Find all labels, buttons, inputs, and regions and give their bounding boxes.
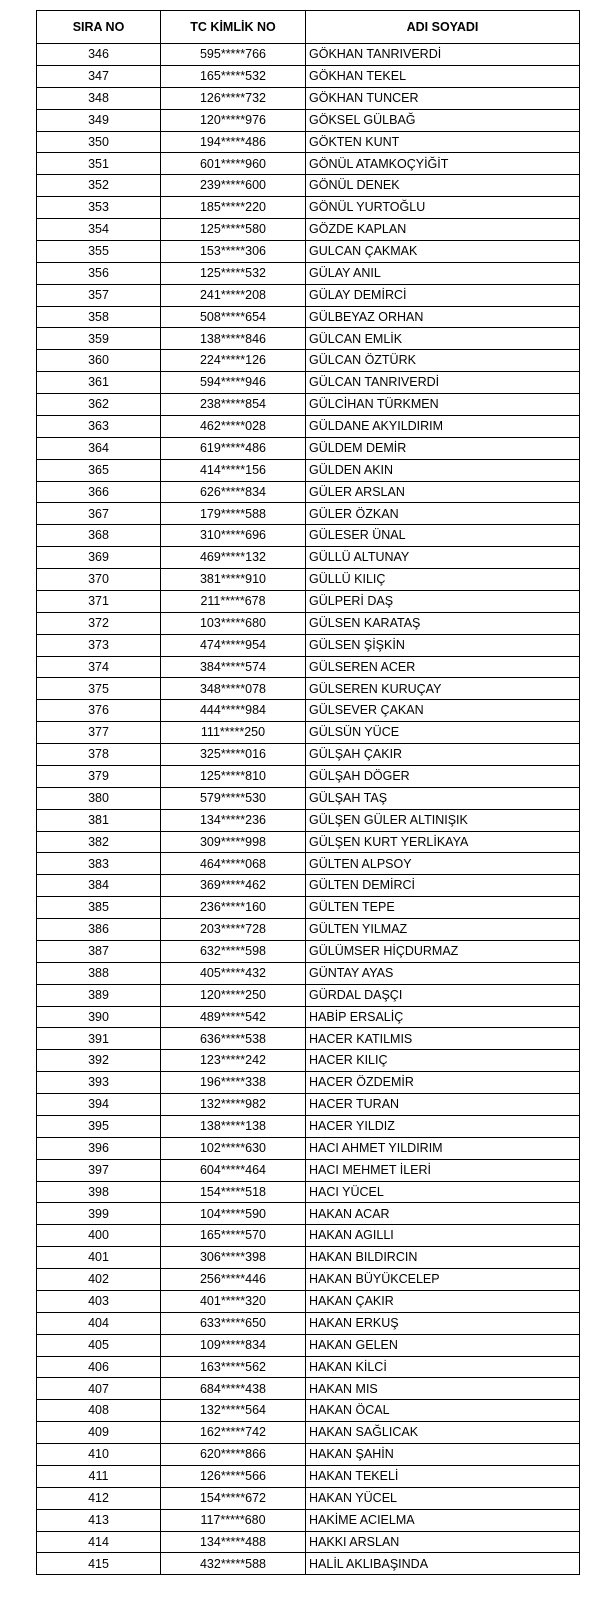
cell-tc-kimlik-no: 238*****854	[161, 394, 306, 416]
cell-tc-kimlik-no: 464*****068	[161, 853, 306, 875]
cell-tc-kimlik-no: 125*****532	[161, 262, 306, 284]
cell-tc-kimlik-no: 414*****156	[161, 459, 306, 481]
table-row	[37, 1006, 580, 1028]
cell-sira-no: 347	[37, 65, 161, 87]
table-row	[37, 1050, 580, 1072]
cell-tc-kimlik-no: 401*****320	[161, 1290, 306, 1312]
table-row	[37, 634, 580, 656]
cell-adi-soyadi: GÜLDEN AKIN	[306, 459, 580, 481]
table-row	[37, 1203, 580, 1225]
cell-sira-no: 409	[37, 1422, 161, 1444]
table-row	[37, 219, 580, 241]
cell-sira-no: 355	[37, 240, 161, 262]
table-row	[37, 547, 580, 569]
table-row	[37, 65, 580, 87]
cell-sira-no: 371	[37, 590, 161, 612]
cell-sira-no: 388	[37, 962, 161, 984]
cell-adi-soyadi: HAKAN MIS	[306, 1378, 580, 1400]
cell-sira-no: 377	[37, 722, 161, 744]
cell-sira-no: 361	[37, 372, 161, 394]
cell-sira-no: 365	[37, 459, 161, 481]
cell-sira-no: 396	[37, 1137, 161, 1159]
cell-tc-kimlik-no: 109*****834	[161, 1334, 306, 1356]
table-row	[37, 394, 580, 416]
cell-sira-no: 364	[37, 437, 161, 459]
cell-adi-soyadi: HAKAN ŞAHİN	[306, 1444, 580, 1466]
cell-sira-no: 410	[37, 1444, 161, 1466]
cell-adi-soyadi: GÜLSEREN ACER	[306, 656, 580, 678]
cell-tc-kimlik-no: 369*****462	[161, 875, 306, 897]
cell-sira-no: 385	[37, 897, 161, 919]
cell-sira-no: 411	[37, 1465, 161, 1487]
cell-sira-no: 359	[37, 328, 161, 350]
cell-sira-no: 354	[37, 219, 161, 241]
cell-adi-soyadi: GÜLCAN EMLİK	[306, 328, 580, 350]
header-adi-soyadi: ADI SOYADI	[306, 11, 580, 44]
cell-tc-kimlik-no: 579*****530	[161, 787, 306, 809]
cell-tc-kimlik-no: 117*****680	[161, 1509, 306, 1531]
cell-sira-no: 401	[37, 1247, 161, 1269]
cell-sira-no: 407	[37, 1378, 161, 1400]
cell-sira-no: 408	[37, 1400, 161, 1422]
cell-tc-kimlik-no: 444*****984	[161, 700, 306, 722]
cell-adi-soyadi: GÖNÜL ATAMKOÇYİĞİT	[306, 153, 580, 175]
cell-tc-kimlik-no: 405*****432	[161, 962, 306, 984]
cell-adi-soyadi: GÜLSEREN KURUÇAY	[306, 678, 580, 700]
table-row	[37, 1334, 580, 1356]
cell-sira-no: 392	[37, 1050, 161, 1072]
cell-adi-soyadi: HACER KILIÇ	[306, 1050, 580, 1072]
cell-sira-no: 395	[37, 1115, 161, 1137]
cell-sira-no: 381	[37, 809, 161, 831]
table-row	[37, 1181, 580, 1203]
cell-adi-soyadi: HAKAN ÖCAL	[306, 1400, 580, 1422]
table-row	[37, 44, 580, 66]
cell-sira-no: 372	[37, 612, 161, 634]
cell-tc-kimlik-no: 309*****998	[161, 831, 306, 853]
cell-adi-soyadi: GÜLCAN TANRIVERDİ	[306, 372, 580, 394]
cell-tc-kimlik-no: 619*****486	[161, 437, 306, 459]
table-row	[37, 962, 580, 984]
cell-tc-kimlik-no: 163*****562	[161, 1356, 306, 1378]
table-row	[37, 1072, 580, 1094]
cell-tc-kimlik-no: 125*****810	[161, 765, 306, 787]
table-row	[37, 809, 580, 831]
cell-tc-kimlik-no: 432*****588	[161, 1553, 306, 1575]
cell-tc-kimlik-no: 132*****564	[161, 1400, 306, 1422]
cell-sira-no: 398	[37, 1181, 161, 1203]
table-row	[37, 437, 580, 459]
header-row	[37, 11, 580, 44]
table-row	[37, 919, 580, 941]
cell-tc-kimlik-no: 632*****598	[161, 940, 306, 962]
table-row	[37, 306, 580, 328]
cell-sira-no: 413	[37, 1509, 161, 1531]
cell-sira-no: 375	[37, 678, 161, 700]
cell-tc-kimlik-no: 103*****680	[161, 612, 306, 634]
cell-adi-soyadi: GULCAN ÇAKMAK	[306, 240, 580, 262]
table-row	[37, 787, 580, 809]
cell-sira-no: 383	[37, 853, 161, 875]
cell-adi-soyadi: HACER KATILMIS	[306, 1028, 580, 1050]
cell-tc-kimlik-no: 626*****834	[161, 481, 306, 503]
table-row	[37, 765, 580, 787]
cell-sira-no: 370	[37, 569, 161, 591]
table-row	[37, 131, 580, 153]
table-row	[37, 656, 580, 678]
cell-adi-soyadi: GÜLÜMSER HİÇDURMAZ	[306, 940, 580, 962]
cell-sira-no: 380	[37, 787, 161, 809]
cell-tc-kimlik-no: 241*****208	[161, 284, 306, 306]
cell-sira-no: 346	[37, 44, 161, 66]
cell-tc-kimlik-no: 126*****566	[161, 1465, 306, 1487]
cell-adi-soyadi: GÜLAY DEMİRCİ	[306, 284, 580, 306]
cell-tc-kimlik-no: 381*****910	[161, 569, 306, 591]
cell-sira-no: 369	[37, 547, 161, 569]
cell-sira-no: 366	[37, 481, 161, 503]
cell-adi-soyadi: GÜLTEN TEPE	[306, 897, 580, 919]
cell-adi-soyadi: GÜLLÜ KILIÇ	[306, 569, 580, 591]
cell-adi-soyadi: HAKAN BILDIRCIN	[306, 1247, 580, 1269]
table-row	[37, 940, 580, 962]
cell-tc-kimlik-no: 138*****138	[161, 1115, 306, 1137]
cell-tc-kimlik-no: 224*****126	[161, 350, 306, 372]
cell-sira-no: 352	[37, 175, 161, 197]
cell-adi-soyadi: HACER ÖZDEMİR	[306, 1072, 580, 1094]
cell-adi-soyadi: GÜLSÜN YÜCE	[306, 722, 580, 744]
table-row	[37, 1400, 580, 1422]
table-row	[37, 415, 580, 437]
cell-tc-kimlik-no: 462*****028	[161, 415, 306, 437]
cell-tc-kimlik-no: 196*****338	[161, 1072, 306, 1094]
cell-sira-no: 353	[37, 197, 161, 219]
table-row	[37, 1269, 580, 1291]
table-row	[37, 678, 580, 700]
table-row	[37, 240, 580, 262]
cell-tc-kimlik-no: 138*****846	[161, 328, 306, 350]
table-row	[37, 1028, 580, 1050]
table-row	[37, 853, 580, 875]
cell-adi-soyadi: HACI YÜCEL	[306, 1181, 580, 1203]
cell-tc-kimlik-no: 120*****250	[161, 984, 306, 1006]
table-row	[37, 175, 580, 197]
table-row	[37, 459, 580, 481]
cell-tc-kimlik-no: 194*****486	[161, 131, 306, 153]
cell-tc-kimlik-no: 132*****982	[161, 1094, 306, 1116]
cell-sira-no: 362	[37, 394, 161, 416]
cell-adi-soyadi: GÖKHAN TANRIVERDİ	[306, 44, 580, 66]
table-row	[37, 590, 580, 612]
table-row	[37, 153, 580, 175]
cell-adi-soyadi: GÜLDEM DEMİR	[306, 437, 580, 459]
cell-tc-kimlik-no: 325*****016	[161, 744, 306, 766]
cell-adi-soyadi: GÖNÜL DENEK	[306, 175, 580, 197]
cell-adi-soyadi: GÜLTEN YILMAZ	[306, 919, 580, 941]
table-row	[37, 481, 580, 503]
cell-adi-soyadi: GÜNTAY AYAS	[306, 962, 580, 984]
cell-adi-soyadi: HACI AHMET YILDIRIM	[306, 1137, 580, 1159]
cell-tc-kimlik-no: 179*****588	[161, 503, 306, 525]
table-body	[37, 44, 580, 1575]
table-row	[37, 284, 580, 306]
cell-adi-soyadi: GÜLPERİ DAŞ	[306, 590, 580, 612]
cell-sira-no: 379	[37, 765, 161, 787]
cell-tc-kimlik-no: 125*****580	[161, 219, 306, 241]
table-row	[37, 722, 580, 744]
table-row	[37, 1290, 580, 1312]
cell-tc-kimlik-no: 469*****132	[161, 547, 306, 569]
cell-adi-soyadi: GÜLBEYAZ ORHAN	[306, 306, 580, 328]
table-row	[37, 984, 580, 1006]
cell-tc-kimlik-no: 203*****728	[161, 919, 306, 941]
cell-adi-soyadi: HACI MEHMET İLERİ	[306, 1159, 580, 1181]
cell-adi-soyadi: GÖKHAN TUNCER	[306, 87, 580, 109]
cell-sira-no: 412	[37, 1487, 161, 1509]
cell-tc-kimlik-no: 594*****946	[161, 372, 306, 394]
cell-adi-soyadi: GÜLCAN ÖZTÜRK	[306, 350, 580, 372]
cell-adi-soyadi: HACER YILDIZ	[306, 1115, 580, 1137]
cell-sira-no: 393	[37, 1072, 161, 1094]
cell-tc-kimlik-no: 120*****976	[161, 109, 306, 131]
cell-sira-no: 415	[37, 1553, 161, 1575]
cell-adi-soyadi: HAKKI ARSLAN	[306, 1531, 580, 1553]
cell-tc-kimlik-no: 256*****446	[161, 1269, 306, 1291]
cell-tc-kimlik-no: 102*****630	[161, 1137, 306, 1159]
cell-adi-soyadi: GÖKSEL GÜLBAĞ	[306, 109, 580, 131]
cell-sira-no: 368	[37, 525, 161, 547]
table-row	[37, 569, 580, 591]
cell-sira-no: 386	[37, 919, 161, 941]
cell-adi-soyadi: GÜLTEN ALPSOY	[306, 853, 580, 875]
cell-tc-kimlik-no: 111*****250	[161, 722, 306, 744]
cell-adi-soyadi: GÖKHAN TEKEL	[306, 65, 580, 87]
cell-adi-soyadi: HAKAN ERKUŞ	[306, 1312, 580, 1334]
cell-sira-no: 394	[37, 1094, 161, 1116]
cell-sira-no: 367	[37, 503, 161, 525]
cell-adi-soyadi: HAKAN SAĞLICAK	[306, 1422, 580, 1444]
cell-sira-no: 350	[37, 131, 161, 153]
cell-tc-kimlik-no: 104*****590	[161, 1203, 306, 1225]
cell-tc-kimlik-no: 306*****398	[161, 1247, 306, 1269]
cell-tc-kimlik-no: 684*****438	[161, 1378, 306, 1400]
cell-sira-no: 357	[37, 284, 161, 306]
cell-adi-soyadi: GÖZDE KAPLAN	[306, 219, 580, 241]
cell-tc-kimlik-no: 601*****960	[161, 153, 306, 175]
table-row	[37, 1509, 580, 1531]
cell-tc-kimlik-no: 384*****574	[161, 656, 306, 678]
cell-adi-soyadi: GÜLŞEN KURT YERLİKAYA	[306, 831, 580, 853]
cell-tc-kimlik-no: 604*****464	[161, 1159, 306, 1181]
table-row	[37, 1225, 580, 1247]
cell-tc-kimlik-no: 636*****538	[161, 1028, 306, 1050]
table-row	[37, 1444, 580, 1466]
cell-adi-soyadi: GÜLSEN ŞİŞKİN	[306, 634, 580, 656]
cell-tc-kimlik-no: 123*****242	[161, 1050, 306, 1072]
table-row	[37, 1312, 580, 1334]
cell-adi-soyadi: HAKAN BÜYÜKCELEP	[306, 1269, 580, 1291]
cell-adi-soyadi: HALİL AKLIBAŞINDA	[306, 1553, 580, 1575]
cell-sira-no: 390	[37, 1006, 161, 1028]
cell-sira-no: 404	[37, 1312, 161, 1334]
cell-adi-soyadi: HAKAN TEKELİ	[306, 1465, 580, 1487]
table-row	[37, 1356, 580, 1378]
cell-sira-no: 389	[37, 984, 161, 1006]
table-row	[37, 1465, 580, 1487]
cell-adi-soyadi: GÜLAY ANIL	[306, 262, 580, 284]
cell-tc-kimlik-no: 134*****236	[161, 809, 306, 831]
cell-sira-no: 400	[37, 1225, 161, 1247]
cell-sira-no: 360	[37, 350, 161, 372]
table-row	[37, 1378, 580, 1400]
table-row	[37, 1487, 580, 1509]
cell-sira-no: 378	[37, 744, 161, 766]
cell-adi-soyadi: GÜLŞAH DÖGER	[306, 765, 580, 787]
cell-sira-no: 358	[37, 306, 161, 328]
cell-tc-kimlik-no: 154*****518	[161, 1181, 306, 1203]
table-row	[37, 372, 580, 394]
cell-adi-soyadi: HAKAN YÜCEL	[306, 1487, 580, 1509]
cell-sira-no: 402	[37, 1269, 161, 1291]
table-row	[37, 897, 580, 919]
table-row	[37, 744, 580, 766]
table-row	[37, 831, 580, 853]
cell-tc-kimlik-no: 185*****220	[161, 197, 306, 219]
cell-sira-no: 387	[37, 940, 161, 962]
table-row	[37, 1422, 580, 1444]
cell-adi-soyadi: GÜLTEN DEMİRCİ	[306, 875, 580, 897]
table-row	[37, 1137, 580, 1159]
cell-adi-soyadi: GÜRDAL DAŞÇI	[306, 984, 580, 1006]
cell-tc-kimlik-no: 153*****306	[161, 240, 306, 262]
cell-sira-no: 399	[37, 1203, 161, 1225]
cell-tc-kimlik-no: 310*****696	[161, 525, 306, 547]
header-sira-no: SIRA NO	[37, 11, 161, 44]
cell-adi-soyadi: HAKAN KİLCİ	[306, 1356, 580, 1378]
cell-adi-soyadi: HAKAN GELEN	[306, 1334, 580, 1356]
cell-tc-kimlik-no: 126*****732	[161, 87, 306, 109]
name-list-sheet	[36, 10, 580, 1575]
table-row	[37, 525, 580, 547]
cell-adi-soyadi: GÜLER ÖZKAN	[306, 503, 580, 525]
cell-sira-no: 349	[37, 109, 161, 131]
cell-tc-kimlik-no: 165*****532	[161, 65, 306, 87]
table-row	[37, 1247, 580, 1269]
table-row	[37, 1094, 580, 1116]
table-row	[37, 328, 580, 350]
table-row	[37, 503, 580, 525]
cell-tc-kimlik-no: 508*****654	[161, 306, 306, 328]
cell-sira-no: 373	[37, 634, 161, 656]
table-row	[37, 109, 580, 131]
cell-sira-no: 403	[37, 1290, 161, 1312]
table-row	[37, 197, 580, 219]
cell-adi-soyadi: GÜLER ARSLAN	[306, 481, 580, 503]
cell-sira-no: 351	[37, 153, 161, 175]
cell-tc-kimlik-no: 162*****742	[161, 1422, 306, 1444]
cell-sira-no: 382	[37, 831, 161, 853]
cell-tc-kimlik-no: 154*****672	[161, 1487, 306, 1509]
cell-sira-no: 374	[37, 656, 161, 678]
cell-tc-kimlik-no: 620*****866	[161, 1444, 306, 1466]
cell-tc-kimlik-no: 211*****678	[161, 590, 306, 612]
cell-sira-no: 405	[37, 1334, 161, 1356]
cell-sira-no: 376	[37, 700, 161, 722]
cell-tc-kimlik-no: 595*****766	[161, 44, 306, 66]
cell-sira-no: 356	[37, 262, 161, 284]
cell-sira-no: 397	[37, 1159, 161, 1181]
cell-adi-soyadi: HACER TURAN	[306, 1094, 580, 1116]
cell-tc-kimlik-no: 348*****078	[161, 678, 306, 700]
table-row	[37, 262, 580, 284]
table-row	[37, 350, 580, 372]
cell-tc-kimlik-no: 633*****650	[161, 1312, 306, 1334]
cell-tc-kimlik-no: 134*****488	[161, 1531, 306, 1553]
table-row	[37, 612, 580, 634]
cell-sira-no: 363	[37, 415, 161, 437]
cell-adi-soyadi: GÜLLÜ ALTUNAY	[306, 547, 580, 569]
cell-tc-kimlik-no: 165*****570	[161, 1225, 306, 1247]
table-header	[37, 11, 580, 44]
cell-adi-soyadi: GÜLŞAH ÇAKIR	[306, 744, 580, 766]
cell-sira-no: 414	[37, 1531, 161, 1553]
cell-adi-soyadi: HAKAN ACAR	[306, 1203, 580, 1225]
cell-adi-soyadi: HAKAN AGILLI	[306, 1225, 580, 1247]
cell-adi-soyadi: HABİP ERSALİÇ	[306, 1006, 580, 1028]
cell-adi-soyadi: HAKAN ÇAKIR	[306, 1290, 580, 1312]
cell-adi-soyadi: GÜLDANE AKYILDIRIM	[306, 415, 580, 437]
table-row	[37, 700, 580, 722]
cell-sira-no: 348	[37, 87, 161, 109]
cell-tc-kimlik-no: 474*****954	[161, 634, 306, 656]
table-row	[37, 87, 580, 109]
cell-adi-soyadi: GÜLŞEN GÜLER ALTINIŞIK	[306, 809, 580, 831]
table-row	[37, 1553, 580, 1575]
table-row	[37, 1115, 580, 1137]
cell-sira-no: 391	[37, 1028, 161, 1050]
cell-adi-soyadi: HAKİME ACIELMA	[306, 1509, 580, 1531]
header-tc-kimlik-no: TC KİMLİK NO	[161, 11, 306, 44]
cell-sira-no: 406	[37, 1356, 161, 1378]
cell-adi-soyadi: GÖNÜL YURTOĞLU	[306, 197, 580, 219]
cell-adi-soyadi: GÜLŞAH TAŞ	[306, 787, 580, 809]
cell-adi-soyadi: GÜLCİHAN TÜRKMEN	[306, 394, 580, 416]
cell-tc-kimlik-no: 236*****160	[161, 897, 306, 919]
cell-adi-soyadi: GÜLSEVER ÇAKAN	[306, 700, 580, 722]
cell-adi-soyadi: GÜLESER ÜNAL	[306, 525, 580, 547]
cell-sira-no: 384	[37, 875, 161, 897]
table-row	[37, 875, 580, 897]
cell-adi-soyadi: GÖKTEN KUNT	[306, 131, 580, 153]
cell-tc-kimlik-no: 489*****542	[161, 1006, 306, 1028]
name-list-table	[36, 10, 580, 1575]
table-row	[37, 1531, 580, 1553]
table-row	[37, 1159, 580, 1181]
cell-adi-soyadi: GÜLSEN KARATAŞ	[306, 612, 580, 634]
cell-tc-kimlik-no: 239*****600	[161, 175, 306, 197]
